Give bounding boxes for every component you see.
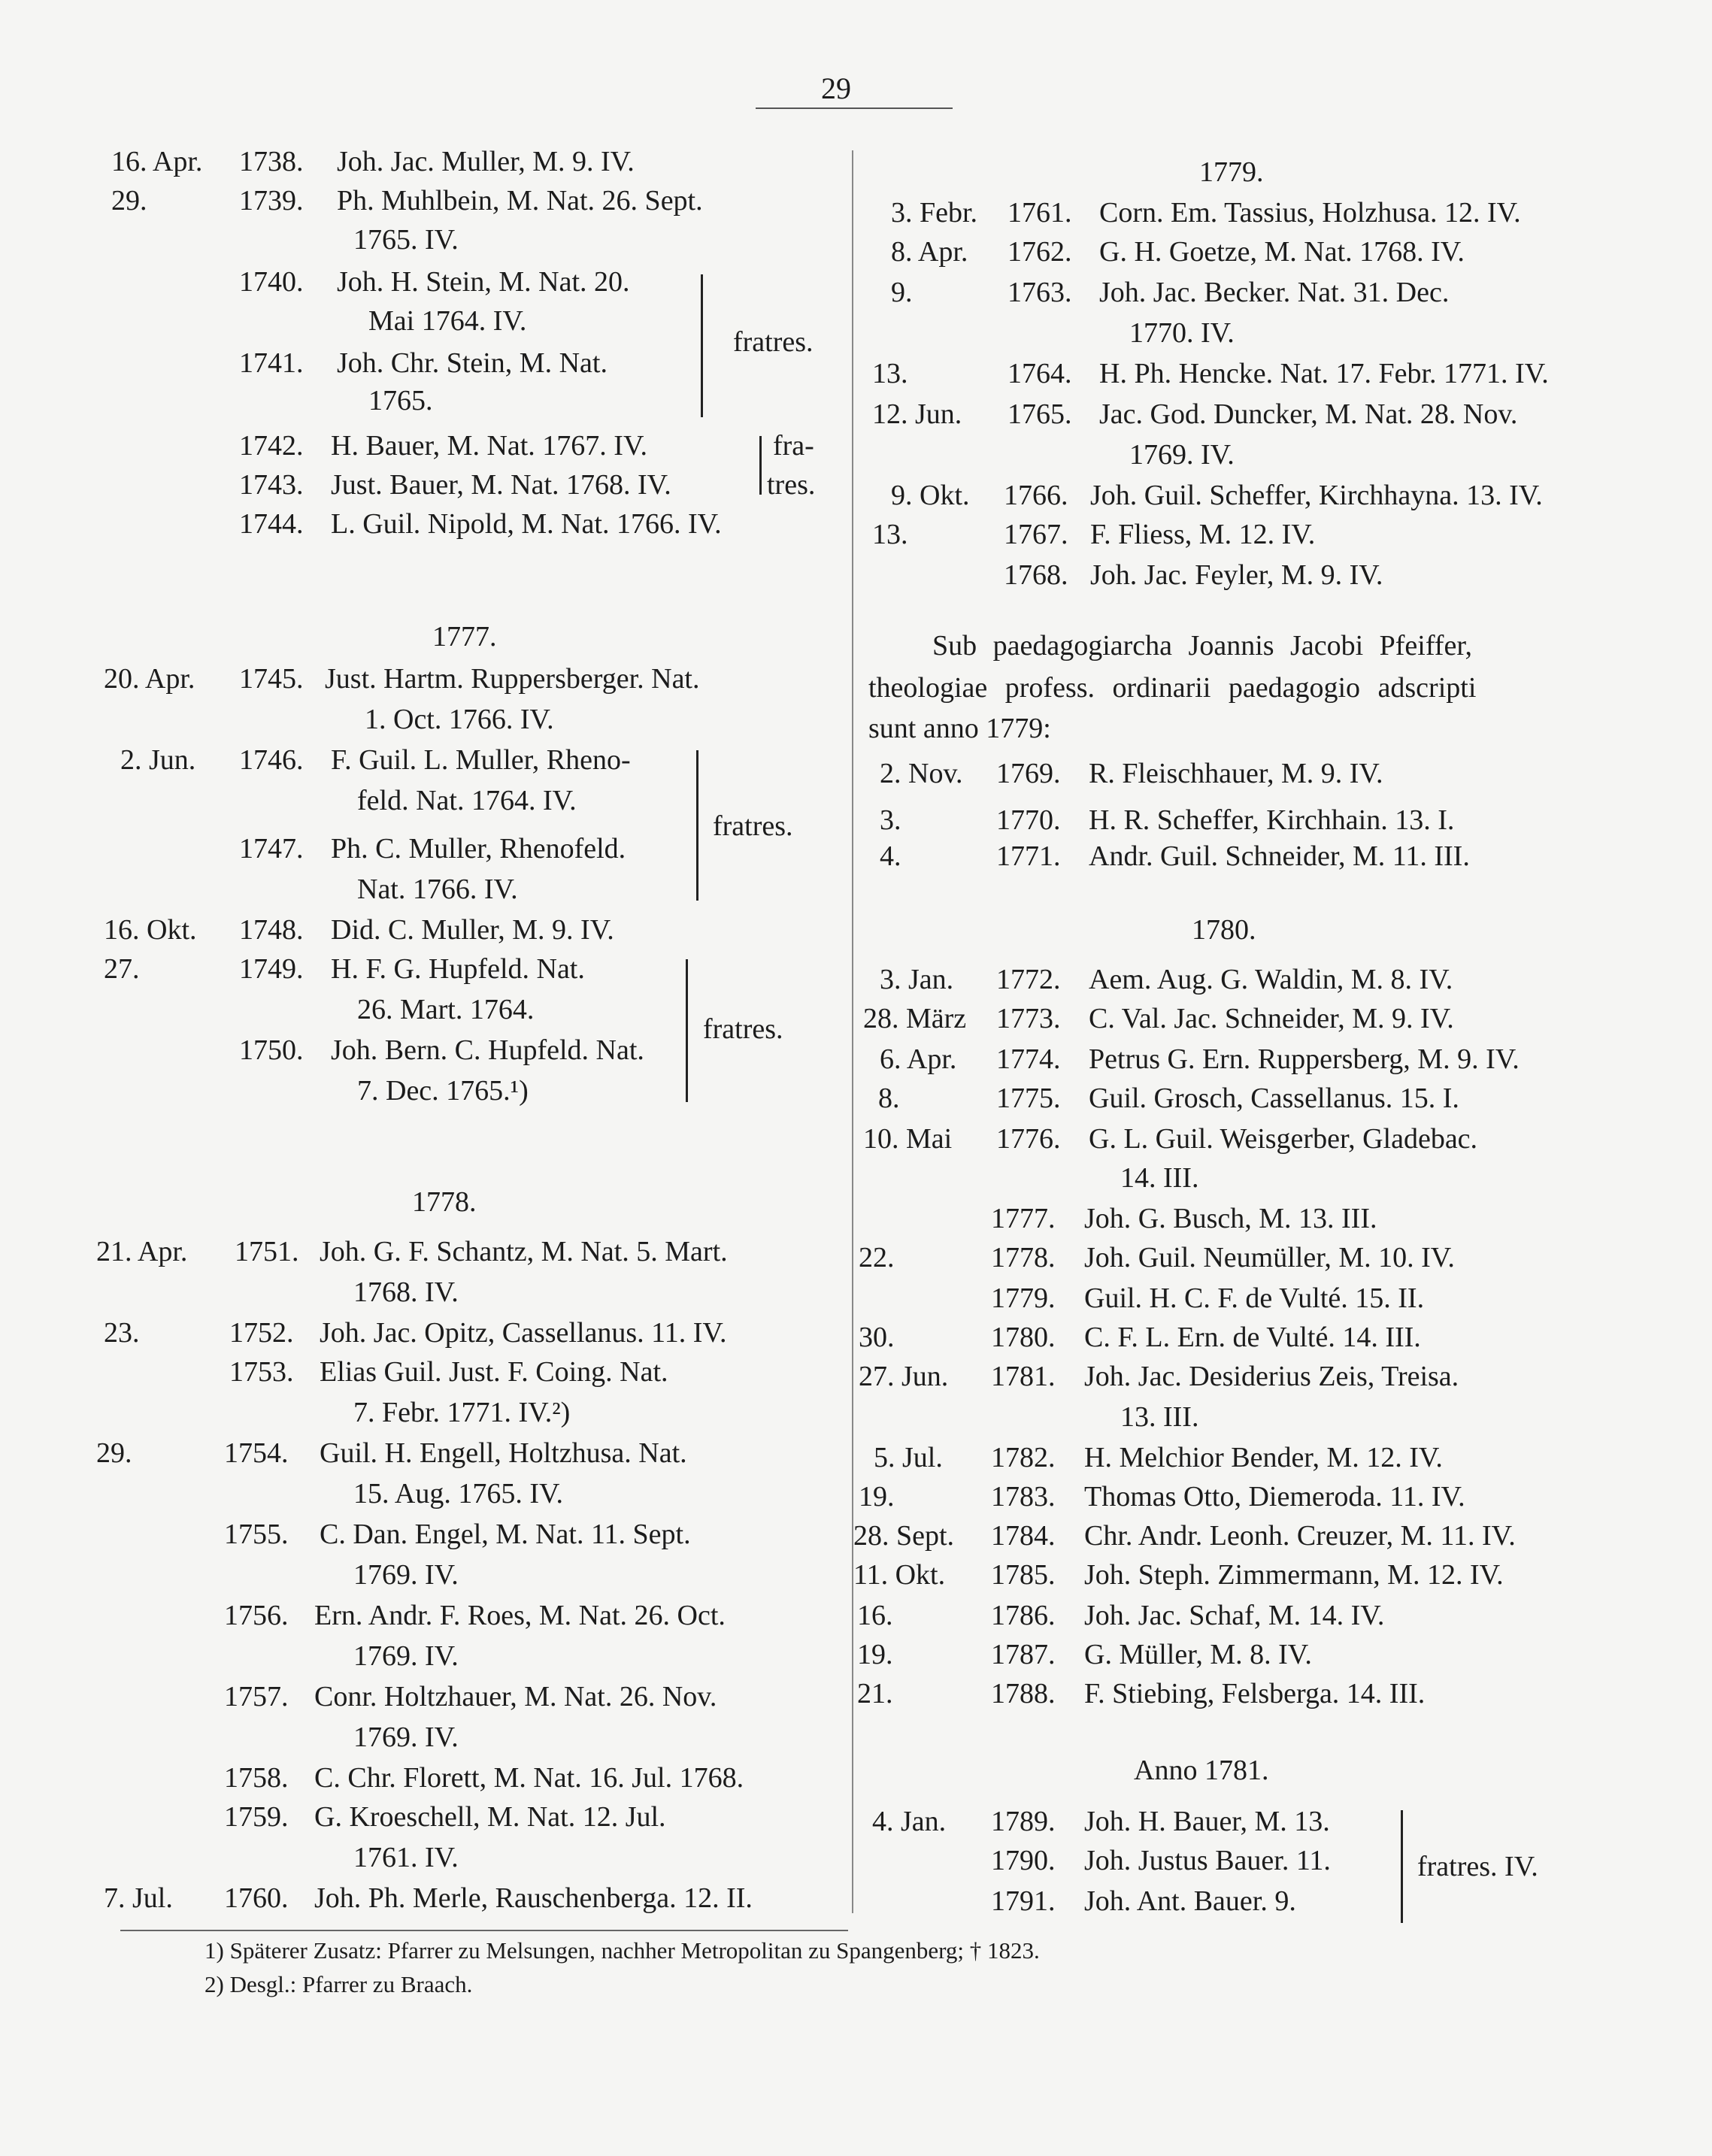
entry-number: 1758. (224, 1762, 289, 1794)
entry-date: 9. (891, 277, 913, 308)
entry-date: 7. Jul. (104, 1882, 173, 1914)
entry-text: Joh. Chr. Stein, M. Nat. (337, 347, 608, 379)
entry-text: Guil. H. Engell, Holtzhusa. Nat. (320, 1437, 687, 1469)
entry-text: Joh. Jac. Opitz, Cassellanus. 11. IV. (320, 1317, 727, 1349)
entry-number: 1745. (239, 663, 304, 695)
entry-number: 1752. (229, 1317, 294, 1349)
column-divider (852, 150, 853, 1913)
entry-date: 3. Febr. (891, 197, 978, 229)
entry-text: C. Chr. Florett, M. Nat. 16. Jul. 1768. (314, 1762, 744, 1794)
year-heading: Anno 1781. (1134, 1755, 1269, 1786)
entry-text: Chr. Andr. Leonh. Creuzer, M. 11. IV. (1084, 1520, 1516, 1552)
entry-date: 27. Jun. (859, 1361, 949, 1392)
entry-text: Ph. C. Muller, Rhenofeld. (331, 833, 626, 865)
entry-continuation: 1769. IV. (1129, 439, 1235, 471)
entry-number: 1780. (991, 1322, 1056, 1353)
entry-text: Joh. H. Stein, M. Nat. 20. (337, 266, 630, 298)
header-rule (756, 107, 953, 109)
entry-continuation: 1769. IV. (353, 1721, 459, 1753)
entry-number: 1778. (991, 1242, 1056, 1273)
entry-continuation: 1761. IV. (353, 1842, 459, 1873)
entry-number: 1772. (996, 964, 1061, 995)
entry-text: H. R. Scheffer, Kirchhain. 13. I. (1089, 804, 1455, 836)
entry-continuation: Nat. 1766. IV. (357, 874, 518, 905)
entry-number: 1782. (991, 1442, 1056, 1473)
entry-text: G. L. Guil. Weisgerber, Gladebac. (1089, 1123, 1478, 1155)
entry-continuation: 1770. IV. (1129, 317, 1235, 349)
fratres-label: fra- (773, 430, 814, 462)
entry-date: 28. März (863, 1003, 967, 1034)
paragraph-line: sunt anno 1779: (868, 713, 1051, 744)
entry-text: Conr. Holtzhauer, M. Nat. 26. Nov. (314, 1681, 717, 1712)
entry-text: Joh. G. Busch, M. 13. III. (1084, 1203, 1377, 1234)
entry-date: 30. (859, 1322, 895, 1353)
entry-text: Just. Bauer, M. Nat. 1768. IV. (331, 469, 671, 501)
entry-text: Joh. Jac. Muller, M. 9. IV. (337, 146, 635, 177)
entry-date: 6. Apr. (880, 1043, 957, 1075)
entry-date: 11. Okt. (853, 1559, 946, 1591)
entry-text: Ern. Andr. F. Roes, M. Nat. 26. Oct. (314, 1600, 726, 1631)
entry-continuation: Mai 1764. IV. (368, 305, 527, 337)
entry-number: 1779. (991, 1282, 1056, 1314)
entry-number: 1781. (991, 1361, 1056, 1392)
entry-date: 16. Apr. (111, 146, 203, 177)
entry-text: Guil. Grosch, Cassellanus. 15. I. (1089, 1083, 1459, 1114)
entry-number: 1768. (1004, 559, 1068, 591)
entry-number: 1763. (1008, 277, 1072, 308)
brace (696, 750, 698, 901)
entry-date: 9. Okt. (891, 480, 970, 511)
entry-number: 1788. (991, 1678, 1056, 1709)
entry-continuation: 26. Mart. 1764. (357, 994, 535, 1025)
entry-text: Guil. H. C. F. de Vulté. 15. II. (1084, 1282, 1425, 1314)
entry-date: 3. Jan. (880, 964, 954, 995)
entry-number: 1764. (1008, 358, 1072, 389)
entry-number: 1789. (991, 1806, 1056, 1837)
brace (1401, 1810, 1403, 1923)
entry-number: 1755. (224, 1519, 289, 1550)
entry-text: Joh. Bern. C. Hupfeld. Nat. (331, 1034, 644, 1066)
entry-text: L. Guil. Nipold, M. Nat. 1766. IV. (331, 508, 722, 540)
entry-continuation: 1769. IV. (353, 1559, 459, 1591)
entry-date: 5. Jul. (874, 1442, 943, 1473)
year-heading: 1778. (412, 1186, 477, 1218)
entry-text: Joh. Jac. Becker. Nat. 31. Dec. (1099, 277, 1450, 308)
entry-text: C. Val. Jac. Schneider, M. 9. IV. (1089, 1003, 1454, 1034)
entry-number: 1751. (235, 1236, 299, 1267)
entry-date: 3. (880, 804, 901, 836)
entry-date: 23. (104, 1317, 140, 1349)
entry-number: 1753. (229, 1356, 294, 1388)
entry-continuation: feld. Nat. 1764. IV. (357, 785, 577, 816)
entry-number: 1790. (991, 1845, 1056, 1876)
entry-date: 19. (857, 1639, 893, 1670)
entry-date: 28. Sept. (853, 1520, 955, 1552)
paragraph-line: Sub paedagogiarcha Joannis Jacobi Pfeiffer, (932, 630, 1472, 662)
entry-number: 1773. (996, 1003, 1061, 1034)
entry-continuation: 1769. IV. (353, 1640, 459, 1672)
entry-text: R. Fleischhauer, M. 9. IV. (1089, 758, 1383, 789)
entry-continuation: 7. Dec. 1765.¹) (357, 1075, 529, 1107)
entry-continuation: 1. Oct. 1766. IV. (365, 704, 554, 735)
entry-continuation: 1768. IV. (353, 1276, 459, 1308)
entry-number: 1776. (996, 1123, 1061, 1155)
entry-number: 1743. (239, 469, 304, 501)
entry-date: 2. Jun. (120, 744, 196, 776)
entry-number: 1741. (239, 347, 304, 379)
entry-text: Joh. Jac. Desiderius Zeis, Treisa. (1084, 1361, 1459, 1392)
entry-number: 1785. (991, 1559, 1056, 1591)
entry-number: 1774. (996, 1043, 1061, 1075)
entry-number: 1740. (239, 266, 304, 298)
entry-number: 1759. (224, 1801, 289, 1833)
entry-text: F. Fliess, M. 12. IV. (1090, 519, 1316, 550)
entry-number: 1738. (239, 146, 304, 177)
entry-continuation: 1765. IV. (353, 224, 459, 256)
entry-text: G. H. Goetze, M. Nat. 1768. IV. (1099, 236, 1465, 268)
entry-number: 1766. (1004, 480, 1068, 511)
entry-date: 21. Apr. (96, 1236, 188, 1267)
entry-text: Just. Hartm. Ruppersberger. Nat. (325, 663, 700, 695)
entry-text: Joh. Justus Bauer. 11. (1084, 1845, 1331, 1876)
entry-number: 1742. (239, 430, 304, 462)
entry-number: 1749. (239, 953, 304, 985)
year-heading: 1777. (432, 621, 497, 653)
entry-text: Joh. Jac. Schaf, M. 14. IV. (1084, 1600, 1385, 1631)
entry-number: 1754. (224, 1437, 289, 1469)
entry-text: Joh. Ant. Bauer. 9. (1084, 1885, 1296, 1917)
fratres-label: fratres. IV. (1417, 1851, 1538, 1882)
entry-number: 1750. (239, 1034, 304, 1066)
entry-continuation: 13. III. (1120, 1401, 1199, 1433)
entry-number: 1760. (224, 1882, 289, 1914)
entry-date: 8. (878, 1083, 900, 1114)
entry-number: 1777. (991, 1203, 1056, 1234)
entry-text: H. F. G. Hupfeld. Nat. (331, 953, 585, 985)
entry-text: Joh. Guil. Scheffer, Kirchhayna. 13. IV. (1090, 480, 1543, 511)
entry-date: 22. (859, 1242, 895, 1273)
entry-number: 1775. (996, 1083, 1061, 1114)
entry-text: G. Müller, M. 8. IV. (1084, 1639, 1312, 1670)
entry-date: 27. (104, 953, 140, 985)
entry-number: 1744. (239, 508, 304, 540)
year-heading: 1779. (1199, 156, 1264, 188)
entry-text: H. Ph. Hencke. Nat. 17. Febr. 1771. IV. (1099, 358, 1549, 389)
entry-date: 13. (872, 358, 908, 389)
entry-date: 21. (857, 1678, 893, 1709)
entry-text: Joh. Guil. Neumüller, M. 10. IV. (1084, 1242, 1455, 1273)
entry-text: H. Melchior Bender, M. 12. IV. (1084, 1442, 1443, 1473)
entry-number: 1756. (224, 1600, 289, 1631)
entry-continuation: 7. Febr. 1771. IV.²) (353, 1397, 571, 1428)
entry-text: F. Guil. L. Muller, Rheno- (331, 744, 631, 776)
entry-text: Ph. Muhlbein, M. Nat. 26. Sept. (337, 185, 703, 217)
entry-number: 1762. (1008, 236, 1072, 268)
page-number: 29 (821, 71, 851, 105)
entry-date: 4. (880, 840, 901, 872)
year-heading: 1780. (1192, 914, 1256, 946)
fratres-label: fratres. (733, 326, 814, 358)
fratres-label: fratres. (713, 810, 793, 842)
footnote: 2) Desgl.: Pfarrer zu Braach. (205, 1971, 473, 1997)
entry-text: Corn. Em. Tassius, Holzhusa. 12. IV. (1099, 197, 1521, 229)
entry-date: 13. (872, 519, 908, 550)
entry-date: 2. Nov. (880, 758, 963, 789)
entry-number: 1770. (996, 804, 1061, 836)
entry-number: 1784. (991, 1520, 1056, 1552)
entry-number: 1767. (1004, 519, 1068, 550)
entry-text: Joh. Ph. Merle, Rauschenberga. 12. II. (314, 1882, 753, 1914)
entry-text: Thomas Otto, Diemeroda. 11. IV. (1084, 1481, 1465, 1513)
entry-text: Jac. God. Duncker, M. Nat. 28. Nov. (1099, 398, 1518, 430)
entry-date: 4. Jan. (872, 1806, 947, 1837)
entry-text: Did. C. Muller, M. 9. IV. (331, 914, 614, 946)
entry-continuation: 1765. (368, 385, 433, 416)
brace (759, 436, 762, 495)
entry-number: 1787. (991, 1639, 1056, 1670)
entry-date: 29. (96, 1437, 132, 1469)
entry-number: 1786. (991, 1600, 1056, 1631)
footnote: 1) Späterer Zusatz: Pfarrer zu Melsungen, nachher Metropolitan zu Spangenberg; † 1823. (205, 1937, 1040, 1964)
entry-text: Elias Guil. Just. F. Coing. Nat. (320, 1356, 668, 1388)
brace (686, 959, 688, 1102)
entry-text: Andr. Guil. Schneider, M. 11. III. (1089, 840, 1470, 872)
entry-text: Joh. H. Bauer, M. 13. (1084, 1806, 1330, 1837)
entry-number: 1771. (996, 840, 1061, 872)
entry-text: Aem. Aug. G. Waldin, M. 8. IV. (1089, 964, 1453, 995)
entry-date: 20. Apr. (104, 663, 195, 695)
brace (701, 274, 703, 417)
entry-number: 1747. (239, 833, 304, 865)
entry-text: G. Kroeschell, M. Nat. 12. Jul. (314, 1801, 666, 1833)
entry-date: 10. Mai (863, 1123, 953, 1155)
entry-number: 1765. (1008, 398, 1072, 430)
entry-date: 8. Apr. (891, 236, 968, 268)
entry-number: 1746. (239, 744, 304, 776)
entry-date: 16. (857, 1600, 893, 1631)
entry-continuation: 14. III. (1120, 1162, 1199, 1194)
entry-text: Petrus G. Ern. Ruppersberg, M. 9. IV. (1089, 1043, 1520, 1075)
entry-date: 12. Jun. (872, 398, 962, 430)
entry-number: 1757. (224, 1681, 289, 1712)
footnote-rule (120, 1930, 848, 1931)
fratres-label: fratres. (703, 1013, 783, 1045)
entry-number: 1769. (996, 758, 1061, 789)
entry-text: F. Stiebing, Felsberga. 14. III. (1084, 1678, 1426, 1709)
entry-number: 1748. (239, 914, 304, 946)
entry-text: H. Bauer, M. Nat. 1767. IV. (331, 430, 648, 462)
entry-text: Joh. Steph. Zimmermann, M. 12. IV. (1084, 1559, 1504, 1591)
paragraph-line: theologiae profess. ordinarii paedagogio adscripti (868, 672, 1477, 704)
entry-number: 1791. (991, 1885, 1056, 1917)
entry-continuation: 15. Aug. 1765. IV. (353, 1478, 564, 1510)
entry-date: 29. (111, 185, 147, 217)
entry-date: 16. Okt. (104, 914, 197, 946)
entry-text: C. Dan. Engel, M. Nat. 11. Sept. (320, 1519, 691, 1550)
entry-number: 1739. (239, 185, 304, 217)
entry-text: C. F. L. Ern. de Vulté. 14. III. (1084, 1322, 1421, 1353)
entry-number: 1761. (1008, 197, 1072, 229)
entry-date: 19. (859, 1481, 895, 1513)
fratres-label: tres. (767, 469, 816, 501)
entry-text: Joh. Jac. Feyler, M. 9. IV. (1090, 559, 1383, 591)
entry-number: 1783. (991, 1481, 1056, 1513)
entry-text: Joh. G. F. Schantz, M. Nat. 5. Mart. (320, 1236, 728, 1267)
